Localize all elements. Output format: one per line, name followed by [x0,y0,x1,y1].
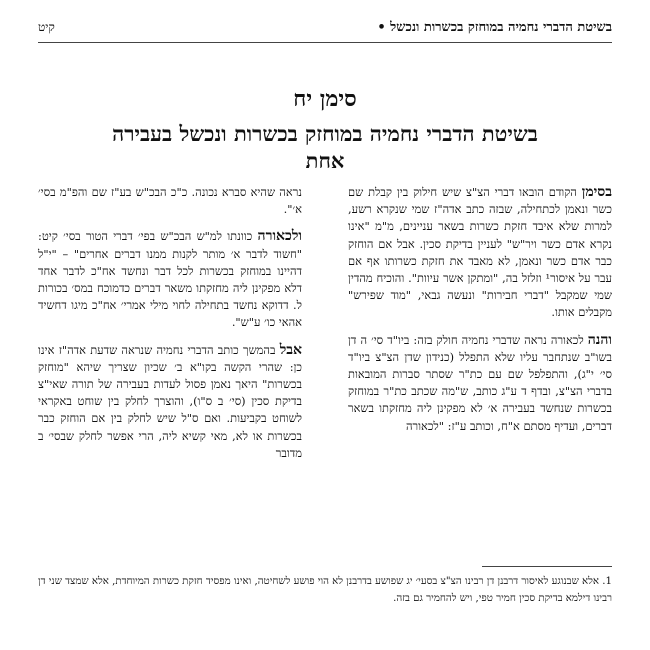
lead-word: והנה [587,331,612,348]
footnote: 1. אלא שבנוגע לאיסור דרבנן דן רבינו הצ"צ בסעי׳ יג שפושע בדרבנן לא הוי פושע לשחיטה, ואינו מפסיד חזקת כשרות המיוחדת, אלא שמצד שני דן רבינו דילמא בדיקת סכין חמיר טפי, ויש להחמיר גם בזה. [37,576,612,604]
paragraph [348,184,612,322]
paragraph [38,184,302,218]
lead-word: אבל [279,341,302,358]
right-column [348,184,612,435]
page-number: קיט [38,19,55,34]
paragraph-text: נראה שהיא סברא נכונה. כ"כ הבכ"ש בע"ז שם והפ"מ בסי׳ א׳". [38,185,302,217]
left-column [38,184,302,462]
lead-word: ולכאורה [257,228,302,245]
chapter-title: בשיטת הדברי נחמיה במוחזק בכשרות ונכשל בעבירה אחת [112,121,538,173]
paragraph-text: לכאורה נראה שדברי נחמיה חולק בזה: ביו"ד סי׳ ה דן בשו"ב שנתחבר עליו שלא התפלל (כנידון שדן הצ"צ ביו"ד סי׳ י"ג), והתפלפל שם עם כת"ר שסתר סברות המובאות בדברי הצ"צ, ובדף ד ע"ג כותב, ש"מה שכתב כת"ר במוחזק בכשרות שנחשד בעבירה א׳ לא מפקינן ליה מחזקתו בשאר דברים, ועדיף מסתם א"ח, וכותב ע"ז: "לכאורה [348,332,612,433]
paragraph-text: הקודם הובאו דברי הצ"צ שיש חילוק בין קבלת שם כשר ונאמן לכתחילה, שבזה כתב אדה"ז שמי שנקרא רשע, למרות שלא איבד חזקת כשרות בשאר עניינים, מ"מ "אינו נקרא אדם כשר ויר"ש" לעניין בדיקת סכין. אבל אם הוחזק כבר אדם כשר ונאמן, לא מאבד את חזקת כשרותו אף אם עבר על איסור¹ וזלזל בה, "ומתקן אשר עיוות". והוכיח מהדין שמי שמקבל "דברי חבירות" ונעשה גבאי, "מוד שפירש" מקבלים אותו. [348,185,612,320]
running-header [38,12,612,43]
footnote-divider [482,566,612,567]
paragraph [38,342,302,462]
siman-heading: סימן יח [293,86,357,112]
paragraph [348,332,612,435]
paragraph [38,228,302,331]
running-title: בשיטת הדברי נחמיה במוחזק בכשרות ונכשל • [377,20,612,35]
paragraph-text: כוונתו למ"ש הבכ"ש בפי׳ דברי הטור בסי׳ קיט: "חשוד לדבר א׳ מותר לקנות ממנו דברים אחרים" – "י"ל דהיינו במוחזק בכשרות לכל דבר ונחשד אח"כ לדבר אחד דלא מפקינן ליה מחזקתו משאר דברים כדמוכח במס׳ בכורות ל. דדוקא נחשד בתחילה לחוי מילי אמרי׳ אח"כ מיגו דחשיד אהאי כו׳ ע"ש". [38,229,302,330]
lead-word: בסימן [581,184,612,200]
paragraph-text: בהמשך כותב הדברי נחמיה שנראה שדעת אדה"ז אינו כן: שהרי הקשה בקו"א ב׳ שכיון שצריך שיהא "מוחזק בכשרות" היאך נאמן פסול לעדות בעבירה של תורה שאי"צ בדיקת סכין (סי׳ ב ס"ו), והוצרך לחלק בין שוחט באקראי לשוחט בקביעות. ואם ס"ל שיש לחלק בין אם הוחזק כבר בכשרות או לא, מאי קשיא ליה, הרי אפשר לחלק שבסי׳ ב מדובר [38,342,302,460]
